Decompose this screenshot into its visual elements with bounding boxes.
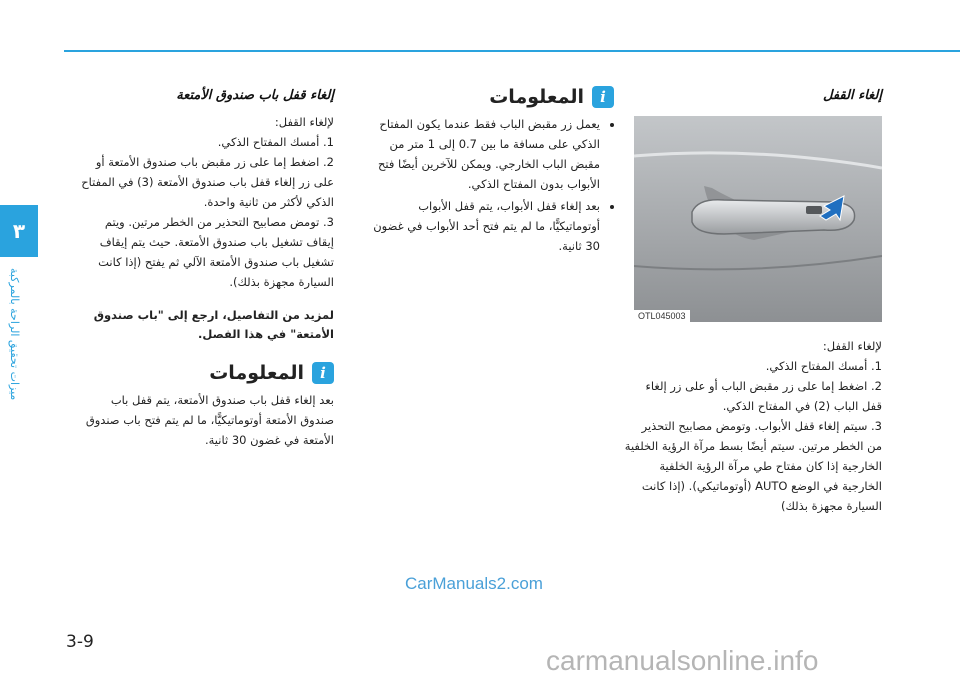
door-handle-illustration bbox=[634, 116, 882, 322]
watermark-link[interactable]: CarManuals2.com bbox=[405, 574, 543, 593]
reference-note: لمزيد من التفاصيل، ارجع إلى "باب صندوق الأمتعة" في هذا الفصل. bbox=[93, 308, 334, 341]
info-icon: i bbox=[592, 86, 614, 108]
step-item: 3. سيتم إلغاء قفل الأبواب. وتومض مصابيح التحذير من الخطر مرتين. سيتم أيضًا بسط مرآة الرؤية الخلفية الخارجية إذا كان مفتاح طي مرآة الرؤية الخلفية الخارجية في الوضع AUTO (أوتوماتيكي). (إذا كانت السيارة مجهزة بذلك) bbox=[624, 419, 882, 513]
info-title: المعلومات bbox=[209, 362, 304, 384]
unlock-section bbox=[624, 86, 882, 112]
step-item: 3. تومض مصابيح التحذير من الخطر مرتين. ويتم إيقاف تشغيل باب صندوق الأمتعة. حيث يتم إيقاف تشغيل باب صندوق الأمتعة الآلي ثم يفتح (إذا كانت السيارة مجهزة بذلك). bbox=[98, 215, 334, 289]
intro-text: لإلغاء القفل: bbox=[274, 115, 334, 129]
step-item: 1. أمسك المفتاح الذكي. bbox=[217, 135, 334, 149]
info-text: بعد إلغاء قفل باب صندوق الأمتعة، يتم قفل باب صندوق الأمتعة أوتوماتيكيًّا، ما لم يتم فتح باب صندوق الأمتعة في غضون 30 ثانية. bbox=[85, 393, 334, 447]
info-heading bbox=[364, 86, 614, 108]
step-item: 1. أمسك المفتاح الذكي. bbox=[765, 359, 882, 373]
info-box bbox=[364, 86, 614, 258]
chapter-title: ميزات تحقيق الراحة بالمركبة bbox=[8, 268, 21, 401]
info-bullet: • بعد إلغاء قفل الأبواب، يتم قفل الأبواب أوتوماتيكيًّا، ما لم يتم فتح أحد الأبواب في غضون 30 ثانية. bbox=[364, 196, 600, 256]
section-title: إلغاء قفل باب صندوق الأمتعة bbox=[176, 88, 334, 103]
photo-code: OTL045003 bbox=[634, 310, 690, 322]
step-item: 2. اضغط إما على زر مقبض الباب أو على زر إلغاء قفل الباب (2) في المفتاح الذكي. bbox=[645, 379, 882, 413]
chapter-tab[interactable]: ٣ bbox=[0, 205, 38, 257]
info-title: المعلومات bbox=[489, 86, 584, 108]
info-icon: i bbox=[312, 362, 334, 384]
unlock-steps bbox=[624, 336, 882, 516]
tailgate-section bbox=[74, 86, 334, 450]
info-heading bbox=[74, 362, 334, 384]
watermark-text: carmanualsonline.info bbox=[546, 645, 819, 676]
intro-text: لإلغاء القفل: bbox=[822, 339, 882, 353]
section-title: إلغاء القفل bbox=[822, 88, 882, 103]
step-item: 2. اضغط إما على زر مقبض باب صندوق الأمتعة أو على زر إلغاء قفل باب صندوق الأمتعة (3) في المفتاح الذكي لأكثر من ثانية واحدة. bbox=[81, 155, 334, 209]
door-handle-photo bbox=[634, 116, 882, 322]
info-bullet: • يعمل زر مقبض الباب فقط عندما يكون المفتاح الذكي على مسافة ما بين 0.7 إلى 1 متر من مقبض الباب الخارجي. ويمكن للآخرين أيضًا فتح الأبواب بدون المفتاح الذكي. bbox=[364, 114, 600, 194]
header-rule bbox=[64, 50, 960, 52]
page-number: 3-9 bbox=[66, 632, 94, 652]
